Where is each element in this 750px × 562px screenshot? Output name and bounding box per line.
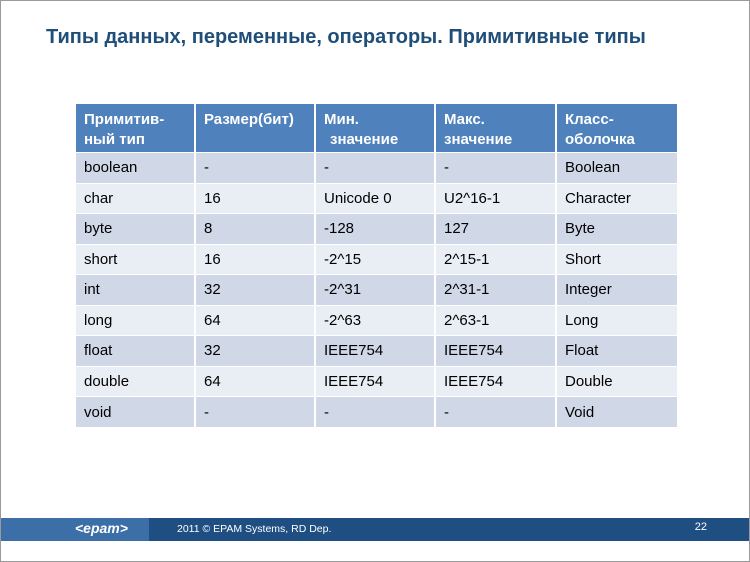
cell-max: U2^16-1 bbox=[435, 183, 556, 214]
header-min-value bbox=[315, 104, 435, 153]
cell-wrapper: Float bbox=[556, 336, 677, 367]
cell-size: 16 bbox=[195, 244, 315, 275]
header-primitive-type bbox=[76, 104, 195, 153]
header-min-value-line2: значение bbox=[330, 131, 399, 148]
cell-type: long bbox=[76, 305, 195, 336]
cell-type: double bbox=[76, 366, 195, 397]
cell-type: char bbox=[76, 183, 195, 214]
cell-size: - bbox=[195, 153, 315, 184]
cell-max: 127 bbox=[435, 214, 556, 245]
cell-wrapper: Long bbox=[556, 305, 677, 336]
cell-max: - bbox=[435, 153, 556, 184]
epam-logo: <epam> bbox=[75, 520, 128, 536]
cell-min: -2^15 bbox=[315, 244, 435, 275]
cell-max: 2^15-1 bbox=[435, 244, 556, 275]
table-row bbox=[76, 366, 677, 397]
page-number: 22 bbox=[694, 521, 707, 533]
cell-size: - bbox=[195, 397, 315, 428]
cell-size: 32 bbox=[195, 336, 315, 367]
cell-type: short bbox=[76, 244, 195, 275]
cell-min: IEEE754 bbox=[315, 336, 435, 367]
slide-title: Типы данных, переменные, операторы. Примитивные типы bbox=[46, 26, 646, 48]
cell-min: - bbox=[315, 153, 435, 184]
cell-wrapper: Void bbox=[556, 397, 677, 428]
footer-logo-box bbox=[1, 518, 149, 541]
cell-type: void bbox=[76, 397, 195, 428]
cell-wrapper: Character bbox=[556, 183, 677, 214]
cell-max: IEEE754 bbox=[435, 336, 556, 367]
cell-size: 32 bbox=[195, 275, 315, 306]
cell-wrapper: Integer bbox=[556, 275, 677, 306]
cell-min: -2^31 bbox=[315, 275, 435, 306]
cell-size: 64 bbox=[195, 366, 315, 397]
header-size-bits-label: Размер(бит) bbox=[204, 111, 294, 128]
header-max-value-line1: Макс. bbox=[444, 111, 485, 128]
primitive-types-table-container bbox=[76, 104, 677, 427]
table-row bbox=[76, 305, 677, 336]
primitive-types-table bbox=[76, 104, 677, 427]
table-row bbox=[76, 275, 677, 306]
footer-copyright: 2011 © EPAM Systems, RD Dep. bbox=[177, 523, 332, 535]
cell-size: 16 bbox=[195, 183, 315, 214]
header-primitive-type-line1: Примитив- bbox=[84, 111, 165, 128]
table-row bbox=[76, 397, 677, 428]
cell-max: IEEE754 bbox=[435, 366, 556, 397]
cell-type: int bbox=[76, 275, 195, 306]
cell-min: IEEE754 bbox=[315, 366, 435, 397]
cell-wrapper: Byte bbox=[556, 214, 677, 245]
header-wrapper-class-line2: оболочка bbox=[565, 131, 635, 148]
header-wrapper-class-line1: Класс- bbox=[565, 111, 614, 128]
header-max-value-line2: значение bbox=[444, 131, 513, 148]
cell-max: 2^31-1 bbox=[435, 275, 556, 306]
cell-wrapper: Short bbox=[556, 244, 677, 275]
table-row bbox=[76, 336, 677, 367]
cell-type: float bbox=[76, 336, 195, 367]
header-wrapper-class bbox=[556, 104, 677, 153]
table-row bbox=[76, 244, 677, 275]
header-max-value bbox=[435, 104, 556, 153]
header-min-value-line1: Мин. bbox=[324, 111, 359, 128]
cell-type: boolean bbox=[76, 153, 195, 184]
cell-min: -128 bbox=[315, 214, 435, 245]
cell-size: 64 bbox=[195, 305, 315, 336]
cell-max: - bbox=[435, 397, 556, 428]
footer-bar bbox=[1, 518, 749, 541]
cell-min: Unicode 0 bbox=[315, 183, 435, 214]
cell-min: -2^63 bbox=[315, 305, 435, 336]
table-row bbox=[76, 153, 677, 184]
cell-wrapper: Boolean bbox=[556, 153, 677, 184]
header-size-bits bbox=[195, 104, 315, 153]
table-header-row bbox=[76, 104, 677, 153]
cell-min: - bbox=[315, 397, 435, 428]
table-row bbox=[76, 214, 677, 245]
table-row bbox=[76, 183, 677, 214]
header-primitive-type-line2: ный тип bbox=[84, 131, 145, 148]
cell-size: 8 bbox=[195, 214, 315, 245]
cell-wrapper: Double bbox=[556, 366, 677, 397]
cell-type: byte bbox=[76, 214, 195, 245]
cell-max: 2^63-1 bbox=[435, 305, 556, 336]
